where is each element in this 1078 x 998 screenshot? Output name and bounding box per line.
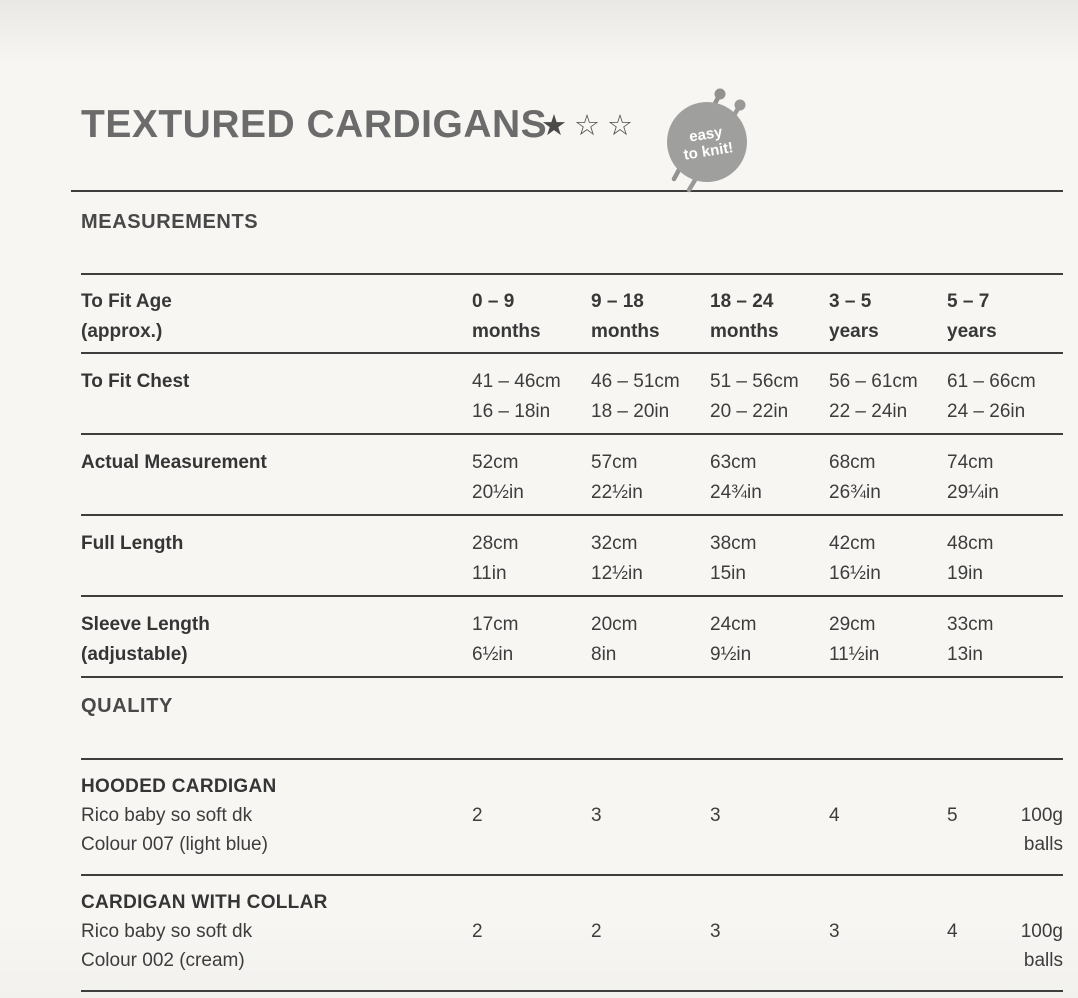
table-row [81,516,1063,595]
table-cell: 57cm 22½in [591,452,643,503]
badge-text-line2: to knit! [682,139,735,164]
table-header-row [81,275,1063,352]
yarn-requirements-row [81,801,1063,859]
star-filled-icon: ★ [541,108,574,142]
table-row [81,597,1063,676]
table-row [81,435,1063,514]
balls-count: 3 [591,805,602,826]
easy-to-knit-badge [658,0,760,205]
table-cell: 32cm 12½in [591,533,643,584]
table-cell: 51 – 56cm 20 – 22in [710,371,799,422]
table-cell: 56 – 61cm 22 – 24in [829,371,918,422]
table-cell: 33cm 13in [947,614,994,665]
size-column-header: 5 – 7 years [947,291,997,342]
row-label: Actual Measurement [81,452,267,473]
unit-label: 100g balls [1020,921,1063,971]
garment-name: HOODED CARDIGAN [81,776,277,797]
table-cell: 28cm 11in [472,533,519,584]
balls-count: 2 [472,805,483,826]
size-column-header: 0 – 9 months [472,291,541,342]
balls-count: 4 [829,805,840,826]
table-row [81,354,1063,433]
table-cell: 52cm 20½in [472,452,524,503]
difficulty-rating [541,108,640,142]
row-label: To Fit Age (approx.) [81,291,172,342]
table-cell: 48cm 19in [947,533,994,584]
table-cell: 29cm 11½in [829,614,880,665]
balls-count: 2 [591,921,602,942]
balls-count: 3 [829,921,840,942]
quality-heading: QUALITY [81,695,173,717]
size-column-header: 3 – 5 years [829,291,879,342]
balls-count: 5 [947,805,958,826]
size-column-header: 18 – 24 months [710,291,779,342]
table-cell: 68cm 26¾in [829,452,881,503]
balls-count: 3 [710,921,721,942]
unit-label: 100g balls [1020,805,1063,855]
table-cell: 17cm 6½in [472,614,519,665]
quality-item [81,876,1063,990]
divider [81,676,1063,678]
table-cell: 38cm 15in [710,533,757,584]
divider [81,990,1063,992]
row-label: To Fit Chest [81,371,190,392]
table-cell: 41 – 46cm 16 – 18in [472,371,561,422]
row-label: Sleeve Length (adjustable) [81,614,210,665]
table-cell: 46 – 51cm 18 – 20in [591,371,680,422]
page-title: TEXTURED CARDIGANS [81,103,548,146]
size-column-header: 9 – 18 months [591,291,660,342]
table-cell: 24cm 9½in [710,614,757,665]
divider [71,190,1063,192]
table-cell: 42cm 16½in [829,533,881,584]
spacer-cell [1010,367,1063,427]
yarn-label: Rico baby so soft dk Colour 002 (cream) [81,921,253,971]
garment-name: CARDIGAN WITH COLLAR [81,892,328,913]
spacer-cell [1010,448,1063,508]
balls-count: 4 [947,921,958,942]
spacer-cell [1010,610,1063,670]
star-outline-icon: ☆ [574,108,607,142]
yarn-requirements-row [81,917,1063,975]
table-cell: 61 – 66cm 24 – 26in [947,371,1036,422]
spacer-cell [1010,287,1063,347]
table-cell: 63cm 24¾in [710,452,762,503]
balls-count: 3 [710,805,721,826]
quality-item [81,760,1063,874]
balls-count: 2 [472,921,483,942]
page-header [81,0,1063,190]
spacer-cell [1010,529,1063,589]
yarn-label: Rico baby so soft dk Colour 007 (light blue) [81,805,268,855]
table-cell: 74cm 29¼in [947,452,999,503]
table-cell: 20cm 8in [591,614,638,665]
row-label: Full Length [81,533,184,554]
star-outline-icon: ☆ [607,108,640,142]
badge-text-line1: easy [688,123,724,146]
measurements-heading: MEASUREMENTS [81,211,259,233]
